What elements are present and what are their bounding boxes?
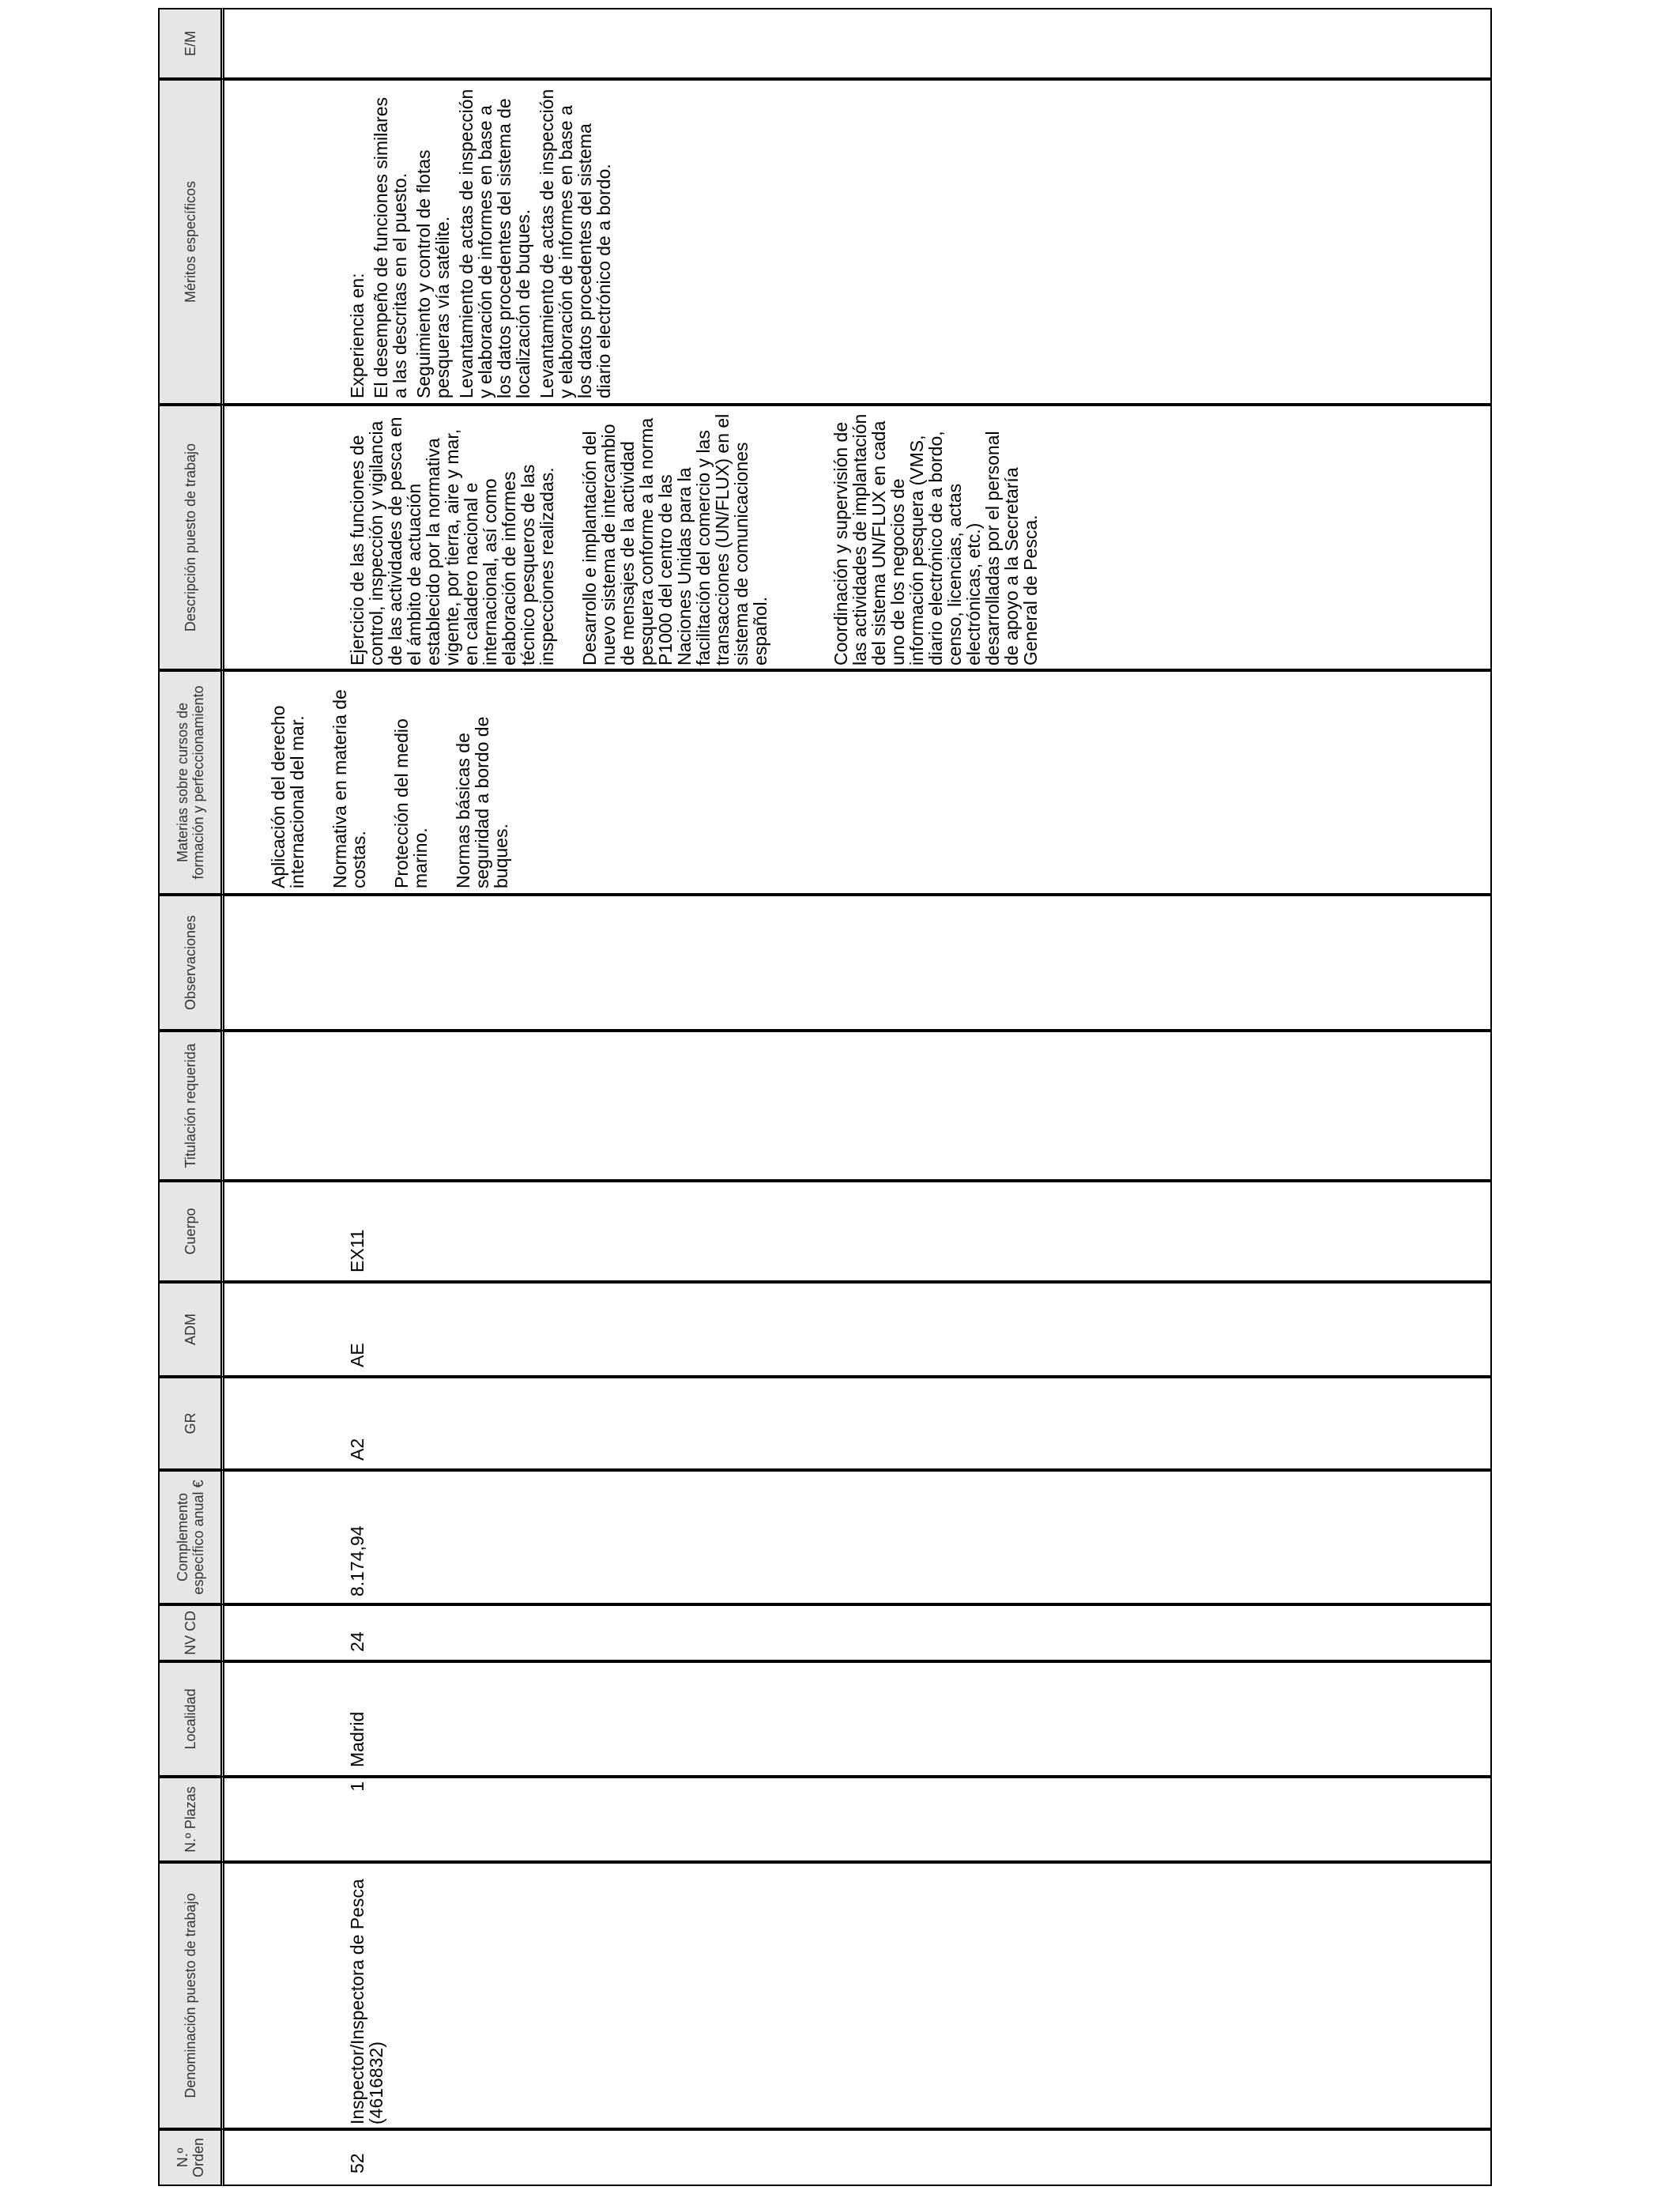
materia-item: Aplicación del derecho internacional del mar. xyxy=(268,705,307,888)
header-titulacion: Titulación requerida xyxy=(158,1031,224,1181)
cell-nv-cd: 24 xyxy=(347,1631,367,1652)
col-orden xyxy=(224,2129,1492,2186)
descripcion-paragraph: Ejercicio de las funciones de control, inspección y vigilancia de las actividades de pesca en el ámbito de actuación establecido por la normativa vigente, por tierra, aire y mar, en caladero nacional e internacional, así como elaboración de informes técnico pesqueros de las inspecciones realizadas. xyxy=(347,417,557,665)
merito-item: Levantamiento de actas de inspección y elaboración de informes en base a los datos procedentes del sistema diario electrónico de a bordo. xyxy=(537,89,614,398)
header-materias: Materias sobre cursos de formación y perfeccionamiento xyxy=(158,670,224,895)
materia-item: Protección del medio marino. xyxy=(391,718,431,888)
header-meritos: Méritos específicos xyxy=(158,79,224,405)
rotated-page xyxy=(158,8,1494,2186)
header-gr: GR xyxy=(158,1377,224,1470)
merito-item: Levantamiento de actas de inspección y elaboración de informes en base a los datos procedentes del sistema de localización de buques. xyxy=(456,89,533,398)
cell-materias xyxy=(269,678,515,888)
col-em xyxy=(224,8,1492,79)
table-bottom-border xyxy=(1490,8,1492,2186)
header-plazas: N.º Plazas xyxy=(158,1777,224,1862)
header-localidad: Localidad xyxy=(158,1661,224,1777)
col-cuerpo xyxy=(224,1181,1492,1282)
col-plazas xyxy=(224,1777,1492,1862)
col-localidad xyxy=(224,1661,1492,1777)
cell-localidad: Madrid xyxy=(347,1711,367,1767)
cell-orden: 52 xyxy=(347,2153,367,2173)
header-denominacion: Denominación puesto de trabajo xyxy=(158,1862,224,2129)
col-complemento xyxy=(224,1470,1492,1604)
materia-item: Normativa en materia de costas. xyxy=(330,689,369,888)
merito-item: Seguimiento y control de flotas pesqueras vía satélite. xyxy=(413,149,453,398)
cell-plazas: 1 xyxy=(347,1781,367,1792)
descripcion-paragraph: Desarrollo e implantación del nuevo sistema de intercambio de mensajes de la actividad pesquera conforme a la norma P1000 del centro de las Naciones Unidas para la facilitación del comercio y las transacciones (UN/FLUX) en el sistema de comunicaciones español. xyxy=(579,413,770,665)
header-observaciones: Observaciones xyxy=(158,895,224,1031)
cell-descripcion xyxy=(348,411,1045,665)
col-gr xyxy=(224,1377,1492,1470)
header-adm: ADM xyxy=(158,1282,224,1377)
col-denominacion xyxy=(224,1862,1492,2129)
cell-denominacion: Inspector/Inspectora de Pesca (4616832) xyxy=(347,1879,386,2124)
col-adm xyxy=(224,1282,1492,1377)
meritos-intro: Experiencia en: xyxy=(347,273,367,398)
cell-meritos xyxy=(348,85,618,398)
positions-table xyxy=(158,8,1494,2186)
materia-item: Normas básicas de seguridad a bordo de buques. xyxy=(453,716,511,888)
header-complemento: Complemento específico anual € xyxy=(158,1470,224,1604)
cell-cuerpo: EX11 xyxy=(347,1229,367,1272)
cell-complemento: 8.174,94 xyxy=(347,1525,367,1596)
header-nv-cd: NV CD xyxy=(158,1604,224,1661)
col-nv-cd xyxy=(224,1604,1492,1661)
cell-adm: AE xyxy=(347,1343,367,1367)
header-cuerpo: Cuerpo xyxy=(158,1181,224,1282)
header-descripcion: Descripción puesto de trabajo xyxy=(158,405,224,670)
descripcion-paragraph: Coordinación y supervisión de las actividades de implantación del sistema UN/FLUX en cada uno de los negocios de información pesquera (VMS, diario electrónico de a bordo, censo, licencias, actas electrónicas, etc.) desarrolladas por el personal de apoyo a la Secretaría General de Pesca. xyxy=(831,413,1041,665)
col-observaciones xyxy=(224,895,1492,1031)
merito-item: El desempeño de funciones similares a las descritas en el puesto. xyxy=(371,97,410,398)
col-titulacion xyxy=(224,1031,1492,1181)
header-em: E/M xyxy=(158,8,224,79)
cell-gr: A2 xyxy=(347,1438,367,1461)
header-orden: N.º Orden xyxy=(158,2129,224,2186)
